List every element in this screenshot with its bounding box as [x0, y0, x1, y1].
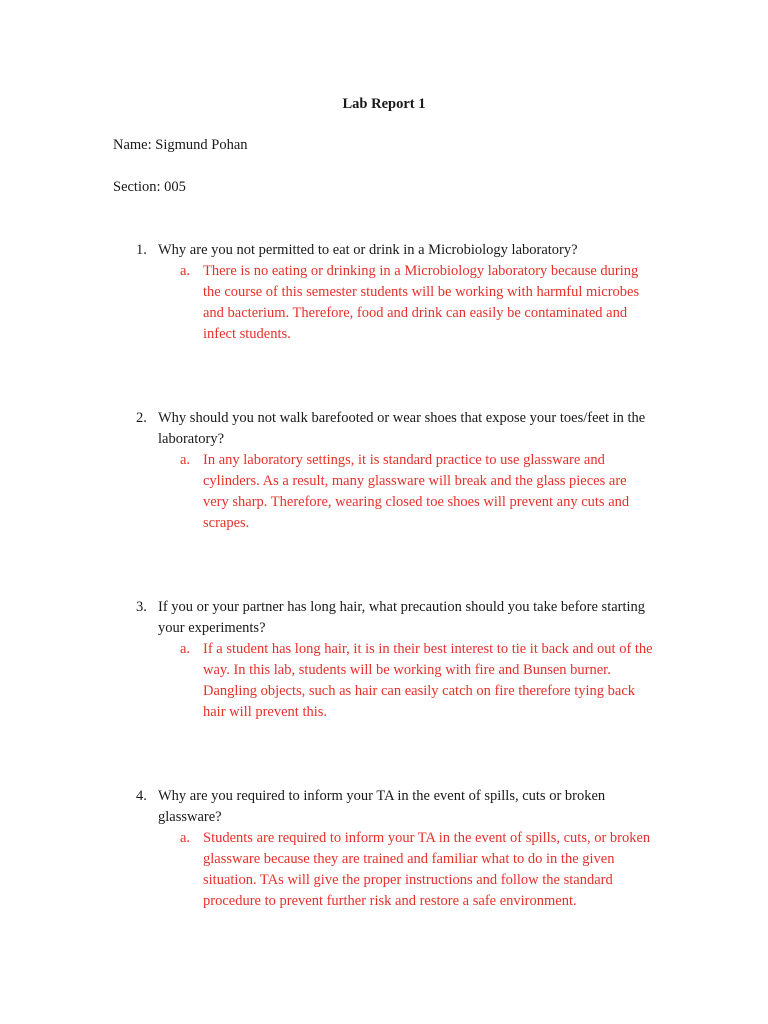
question-number: 3. [136, 599, 147, 615]
question-block-2 [113, 408, 653, 534]
question-text: Why are you not permitted to eat or drink in a Microbiology laboratory? [158, 242, 578, 258]
answer-letter: a. [180, 263, 191, 279]
question-number: 4. [136, 788, 147, 804]
question-block-3 [113, 597, 653, 723]
answer-text: Students are required to inform your TA in the event of spills, cuts, or broken glassware because they are trained and familiar what to do in the given situation. TAs will give the proper instructions and follow the standard procedure to prevent further risk and restore a safe environment. [203, 830, 651, 909]
question-text: Why are you required to inform your TA in the event of spills, cuts or broken glassware? [158, 788, 606, 825]
answer-text: There is no eating or drinking in a Microbiology laboratory because during the course of this semester students will be working with harmful microbes and bacterium. Therefore, food and drink can easily be contaminated and infect students. [203, 263, 640, 342]
question-number: 1. [136, 242, 147, 258]
student-name: Name: Sigmund Pohan [113, 137, 248, 153]
answer-letter: a. [180, 452, 191, 468]
page-title: Lab Report 1 [342, 96, 426, 112]
question-text: If you or your partner has long hair, what precaution should you take before starting your experiments? [158, 599, 646, 636]
question-text: Why should you not walk barefooted or wear shoes that expose your toes/feet in the laboratory? [158, 410, 646, 447]
answer-letter: a. [180, 641, 191, 657]
question-block-1 [113, 240, 653, 345]
section-number: Section: 005 [113, 179, 186, 195]
answer-letter: a. [180, 830, 191, 846]
question-block-4 [113, 786, 653, 912]
answer-text: In any laboratory settings, it is standard practice to use glassware and cylinders. As a result, many glassware will break and the glass pieces are very sharp. Therefore, wearing closed toe shoes will prevent any cuts and scrapes. [203, 452, 630, 531]
question-number: 2. [136, 410, 147, 426]
answer-text: If a student has long hair, it is in their best interest to tie it back and out of the way. In this lab, students will be working with fire and Bunsen burner. Dangling objects, such as hair can easily catch on fire therefore tying back hair will prevent this. [203, 641, 653, 720]
